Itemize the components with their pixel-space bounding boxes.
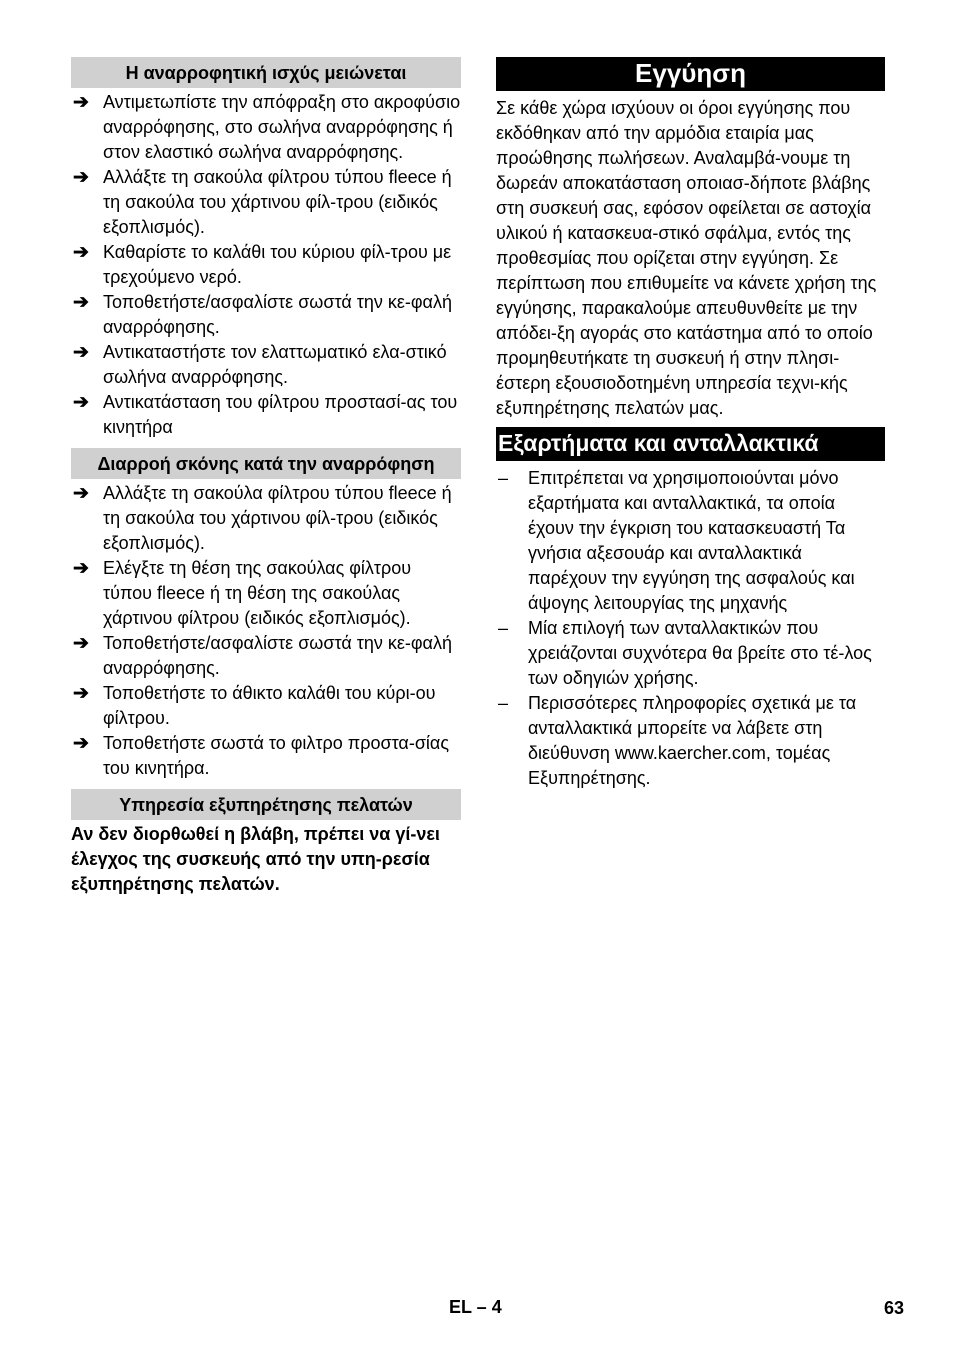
dash-bullet-icon: – <box>498 468 509 488</box>
section-heading-warranty: Εγγύηση <box>496 57 885 91</box>
section-heading-suction-reduced: Η αναρροφητική ισχύς μειώνεται <box>71 57 461 88</box>
list-item: ➔ Τοποθετήστε/ασφαλίστε σωστά την κε-φαλή αναρρόφησης. <box>73 633 452 678</box>
list-item: ➔ Ελέγξτε τη θέση της σακούλας φίλτρου τύπου fleece ή τη θέση της σακούλας χάρτινου φίλτρου (ειδικός εξοπλισμός). <box>73 558 412 628</box>
list-parts <box>496 466 885 791</box>
arrow-right-icon: ➔ <box>73 92 89 113</box>
arrow-right-icon: ➔ <box>73 242 89 263</box>
list-item: ➔ Τοποθετήστε το άθικτο καλάθι του κύρι-ου φίλτρου. <box>73 683 436 728</box>
arrow-right-icon: ➔ <box>73 483 89 504</box>
list-item: ➔ Αντικαταστήστε τον ελαττωματικό ελα-στικό σωλήνα αναρρόφησης. <box>73 342 447 387</box>
list-item: ➔ Τοποθετήστε/ασφαλίστε σωστά την κε-φαλή αναρρόφησης. <box>73 292 452 337</box>
list-item: ➔ Αντικατάσταση του φίλτρου προστασί-ας του κινητήρα <box>73 392 458 437</box>
left-column <box>71 57 461 903</box>
list-dust-leak <box>71 481 461 781</box>
arrow-right-icon: ➔ <box>73 342 89 363</box>
list-item: ➔ Αλλάξτε τη σακούλα φίλτρου τύπου fleece ή τη σακούλα του χάρτινου φίλ-τρου (ειδικός εξοπλισμός). <box>73 483 452 553</box>
arrow-right-icon: ➔ <box>73 683 89 704</box>
dash-bullet-icon: – <box>498 618 509 638</box>
page-number: 63 <box>884 1298 905 1318</box>
list-item: ➔ Αλλάξτε τη σακούλα φίλτρου τύπου fleece ή τη σακούλα του χάρτινου φίλ-τρου (ειδικός εξοπλισμός). <box>73 167 452 237</box>
list-item: – Επιτρέπεται να χρησιμοποιούνται μόνο εξαρτήματα και ανταλλακτικά, τα οποία έχουν την έγκριση του κατασκευαστή Τα γνήσια αξεσουάρ και ανταλλακτικά παρέχουν την εγγύηση της ασφαλούς και άψογης λειτουργίας της μηχανής <box>498 468 855 613</box>
section-heading-dust-leak: Διαρροή σκόνης κατά την αναρρόφηση <box>71 448 461 479</box>
section-heading-parts: Εξαρτήματα και ανταλλακτικά <box>496 427 885 461</box>
arrow-right-icon: ➔ <box>73 633 89 654</box>
list-suction-reduced <box>71 90 461 440</box>
list-item: – Μία επιλογή των ανταλλακτικών που χρειάζονται συχνότερα θα βρείτε στο τέ-λος των οδηγιών χρήσης. <box>498 618 872 688</box>
warranty-text: Σε κάθε χώρα ισχύουν οι όροι εγγύησης που εκδόθηκαν από την αρμόδια εταιρία μας προώθησης πωλήσεων. Αναλαμβά-νουμε τη δωρεάν αποκατάσταση οποιασ-δήποτε βλάβης στη συσκευή σας, εφόσον οφείλεται σε αστοχία υλικού ή κατασκευα-στικό σφάλμα, εντός της προθεσμίας που ορίζεται στην εγγύηση. Σε περίπτωση που επιθυμείτε να κάνετε χρήση της εγγύησης, παρακαλούμε απευθυνθείτε με την απόδει-ξη αγοράς στο κατάστημα από το οποίο προμηθευτήκατε τη συσκευή ή στην πλησι-έστερη εξουσιοδοτημένη υπηρεσία τεχνι-κής εξυπηρέτησης πελατών μας. <box>496 98 877 418</box>
list-item: – Περισσότερες πληροφορίες σχετικά με τα ανταλλακτικά μπορείτε να λάβετε στη διεύθυνση www.kaercher.com, τομέας Εξυπηρέτησης. <box>498 693 857 788</box>
arrow-right-icon: ➔ <box>73 392 89 413</box>
arrow-right-icon: ➔ <box>73 558 89 579</box>
list-item: ➔ Αντιμετωπίστε την απόφραξη στο ακροφύσιο αναρρόφησης, στο σωλήνα αναρρόφησης ή στον ελαστικό σωλήνα αναρρόφησης. <box>73 92 461 162</box>
list-item: ➔ Καθαρίστε το καλάθι του κύριου φίλ-τρου με τρεχούμενο νερό. <box>73 242 452 287</box>
list-item: ➔ Τοποθετήστε σωστά το φιλτρο προστα-σίας του κινητήρα. <box>73 733 450 778</box>
footer-language-code: EL – 4 <box>449 1297 502 1317</box>
dash-bullet-icon: – <box>498 693 509 713</box>
arrow-right-icon: ➔ <box>73 167 89 188</box>
arrow-right-icon: ➔ <box>73 733 89 754</box>
customer-service-text: Αν δεν διορθωθεί η βλάβη, πρέπει να γί-νει έλεγχος της συσκευής από την υπη-ρεσία εξυπηρέτησης πελατών. <box>71 824 440 894</box>
right-column <box>496 57 885 799</box>
arrow-right-icon: ➔ <box>73 292 89 313</box>
section-heading-customer-service: Υπηρεσία εξυπηρέτησης πελατών <box>71 789 461 820</box>
